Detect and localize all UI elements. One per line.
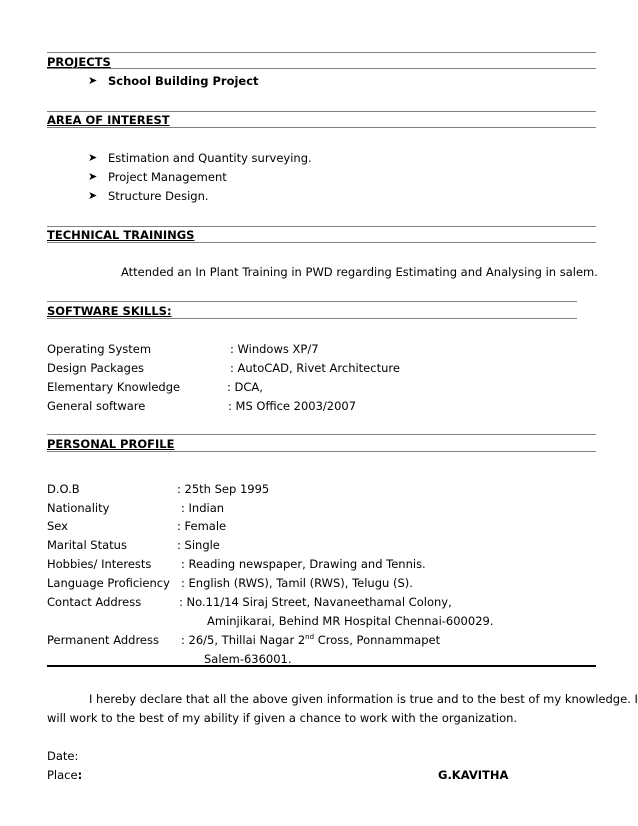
personal-profile-heading: PERSONAL PROFILE [47,437,175,451]
section-rule [47,68,596,69]
interest-item: Project Management [108,170,227,184]
section-rule [47,242,596,243]
interest-item: Structure Design. [108,189,209,203]
section-rule [47,52,596,53]
arrow-bullet-icon: ➤ [88,74,98,87]
profile-value: : No.11/14 Siraj Street, Navaneethamal Colony, [179,595,452,609]
profile-value: : Indian [181,501,225,515]
skill-value: : Windows XP/7 [230,342,319,356]
profile-label: Marital Status [47,538,127,552]
section-rule [47,434,596,435]
permanent-address-label: Permanent Address [47,633,159,647]
permanent-address-value: : 26/5, Thillai Nagar 2nd Cross, Ponnammapet [181,633,441,647]
skill-label: Operating System [47,342,152,356]
declaration-line2: will work to the best of my ability if given a chance to work with the organization. [47,711,518,725]
arrow-bullet-icon: ➤ [88,189,98,202]
interest-item: Estimation and Quantity surveying. [108,151,312,165]
profile-value: : Reading newspaper, Drawing and Tennis. [181,557,426,571]
skill-value: : DCA, [227,380,263,394]
training-text: Attended an In Plant Training in PWD regarding Estimating and Analysing in salem. [121,265,598,279]
profile-label: Sex [47,519,68,533]
project-item: School Building Project [108,74,259,88]
skill-label: Elementary Knowledge [47,380,181,394]
section-rule [47,301,577,302]
section-rule [47,111,596,112]
profile-label: Hobbies/ Interests [47,557,152,571]
profile-value: Aminjikarai, Behind MR Hospital Chennai-600029. [207,614,494,628]
profile-value: : English (RWS), Tamil (RWS), Telugu (S). [181,576,413,590]
arrow-bullet-icon: ➤ [88,170,98,183]
section-rule [47,226,596,227]
profile-value: : Single [177,538,220,552]
profile-value: : 25th Sep 1995 [177,482,270,496]
software-skills-heading: SOFTWARE SKILLS: [47,304,172,318]
signature-name: G.KAVITHA [438,768,509,782]
area-of-interest-heading: AREA OF INTEREST [47,113,170,127]
place-label: Place: [47,768,83,782]
section-rule [47,451,596,452]
skill-label: General software [47,399,146,413]
skill-label: Design Packages [47,361,145,375]
arrow-bullet-icon: ➤ [88,151,98,164]
skill-value: : AutoCAD, Rivet Architecture [230,361,400,375]
section-rule [47,127,596,128]
technical-trainings-heading: TECHNICAL TRAININGS [47,228,195,242]
projects-heading: PROJECTS [47,55,111,69]
profile-bottom-rule [47,665,596,667]
profile-label: D.O.B [47,482,80,496]
date-label: Date: [47,749,79,763]
profile-label: Contact Address [47,595,142,609]
permanent-address-line2: Salem-636001. [204,652,292,666]
profile-value: : Female [177,519,227,533]
profile-label: Language Proficiency [47,576,170,590]
section-rule [47,318,577,319]
declaration-line1: I hereby declare that all the above given information is true and to the best of my knowledge. I [89,692,638,706]
skill-value: : MS Office 2003/2007 [228,399,357,413]
profile-label: Nationality [47,501,110,515]
